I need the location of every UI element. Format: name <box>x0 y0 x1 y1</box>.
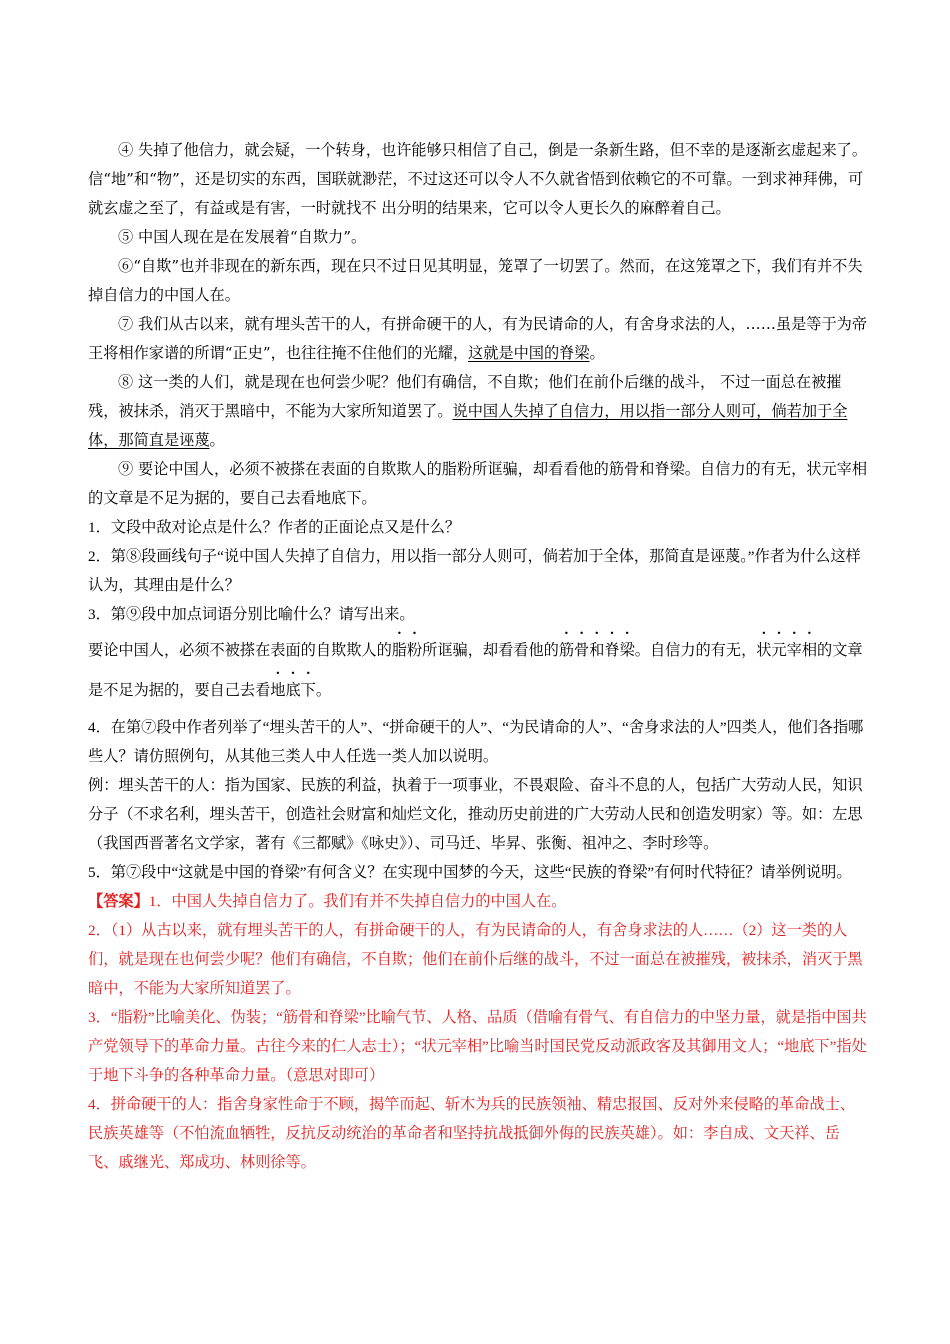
quote-text: 要论中国人，必须不被搽在表面的自欺欺人的 <box>88 642 392 659</box>
dotted-word-didixia <box>270 682 316 699</box>
paragraph-7-text: ⑦ 我们从古以来，就有埋头苦干的人，有拼命硬干的人，有为民请命的人，有舍身求法的人，……虽是等于为帝王将相作家谱的所谓“正史”，也往往掩不住他们的光耀， <box>88 315 868 362</box>
dotted-character: 粉 <box>406 642 423 659</box>
question-2: 2．第⑧段画线句子“说中国人失掉了自信力，用以指一部分人则可，倘若加于全体，那简直是诬蔑。”作者为什么这样认为，其理由是什么？ <box>88 548 861 594</box>
dotted-word-zhuangyuan <box>756 642 786 659</box>
dotted-character: 底 <box>285 682 301 699</box>
dotted-character: 状 <box>756 642 772 659</box>
quote-text: 的文章是不足为据的，要自己去看 <box>88 642 863 699</box>
dotted-character: 宰 <box>786 642 802 659</box>
question-5: 5．第⑦段中“这就是中国的脊梁”有何含义？在实现中国梦的今天，这些“民族的脊梁”有何时代特征？请举例说明。 <box>88 864 852 881</box>
dotted-character: 地 <box>270 682 286 699</box>
passage-paragraph-9: ⑨ 要论中国人，必须不被搽在表面的自欺欺人的脂粉所诓骗，却看看他的筋骨和脊梁。自信力的有无，状元宰相的文章是不足为据的，要自己去看地底下。 <box>88 460 868 507</box>
question-3-quote <box>88 631 868 711</box>
dotted-character: 脂 <box>391 642 407 659</box>
dotted-word-jingu <box>559 642 635 659</box>
dotted-character: 下 <box>300 682 316 699</box>
passage-paragraph-5: ⑤ 中国人现在是在发展着“自欺力”。 <box>118 228 367 246</box>
dotted-character: 相 <box>801 642 817 659</box>
underlined-sentence-8: 说中国人失掉了自信力，用以指一部分人则可，倘若加于全体，那简直是诬蔑 <box>88 402 848 449</box>
underlined-sentence-7: 这就是中国的脊梁 <box>468 344 590 362</box>
passage-paragraph-4: ④ 失掉了他信力，就会疑，一个转身，也许能够只相信了自己，倒是一条新生路，但不幸的是逐渐玄虚起来了。信“地”和“物”，还是切实的东西，国联就渺茫，不过这还可以令人不久就省悟到依赖它的不可靠。一到求神拜佛，可就玄虚之至了，有益或是有害，一时就找不 出分明的结果来，它可以令人更长久的麻醉着自己。 <box>88 141 868 217</box>
answer-2: 2．（1）从古以来，就有埋头苦干的人，有拼命硬干的人，有为民请命的人，有舍身求法的人……（2）这一类的人们，就是现在也何尝少呢？他们有确信，不自欺；他们在前仆后继的战斗，不过一面总在被摧残，被抹杀，消灭于黑暗中，不能为大家所知道罢了。 <box>88 922 863 997</box>
quote-text: 。自信力的有无， <box>634 642 757 659</box>
answers-section <box>88 887 868 1177</box>
answer-1-text: 1．中国人失掉自信力了。我们有并不失掉自信力的中国人在。 <box>148 893 567 910</box>
paragraph-8-text: ⑧ 这一类的人们，就是现在也何尝少呢？他们有确信，不自欺；他们在前仆后继的战斗， 不过一面总在被摧残，被抹杀，消灭于黑暗中，不能为大家所知道罢了。 <box>88 373 842 420</box>
passage-paragraph-7 <box>88 310 868 368</box>
passage-paragraph-6: ⑥“自欺”也并非现在的新东西，现在只不过日见其明显，笼罩了一切罢了。然而，在这笼罩之下，我们有并不失掉自信力的中国人在。 <box>88 257 863 304</box>
dotted-character: 脊 <box>604 642 620 659</box>
quote-text: 所诓骗，却看看他的 <box>422 642 559 659</box>
question-3: 3．第⑨段中加点词语分别比喻什么？请写出来。 <box>88 606 415 623</box>
dotted-character: 元 <box>771 642 787 659</box>
answer-3: 3．“脂粉”比喻美化、伪装；“筋骨和脊梁”比喻气节、人格、品质（借喻有骨气、有自信力的中坚力量，就是指中国共产党领导下的革命力量。古往今来的仁人志士）；“状元宰相”比喻当时国民党反动派政客及其御用文人；“地底下”指处于地下斗争的各种革命力量。（意思对即可） <box>88 1009 867 1084</box>
paragraph-7-end: 。 <box>589 344 605 362</box>
dotted-word-zaixiang <box>787 642 817 659</box>
dotted-character: 筋 <box>558 642 574 659</box>
dotted-word-zhifen <box>392 642 422 659</box>
question-1: 1．文段中敌对论点是什么？作者的正面论点又是什么？ <box>88 519 461 536</box>
quote-text: 。 <box>315 682 331 699</box>
answer-1 <box>88 887 868 916</box>
questions-section <box>88 513 868 887</box>
dotted-character: 和 <box>589 642 605 659</box>
answer-4: 4．拼命硬干的人：指舍身家性命于不顾，揭竿而起、斩木为兵的民族领袖、精忠报国、反对外来侵略的革命战士、民族英雄等（不怕流血牺牲，反抗反动统治的革命者和坚持抗战抵御外侮的民族英雄）。如：李自成、文天祥、岳飞、戚继光、郑成功、林则徐等。 <box>88 1096 855 1171</box>
question-4: 4．在第⑦段中作者列举了“埋头苦干的人”、“拼命硬干的人”、“为民请命的人”、“舍身求法的人”四类人，他们各指哪些人？请仿照例句，从其他三类人中人任选一类人加以说明。 <box>88 719 864 765</box>
document-page <box>88 136 868 1177</box>
question-4-example: 例：埋头苦干的人：指为国家、民族的利益，执着于一项事业，不畏艰险、奋斗不息的人，包括广大劳动人民，知识分子（不求名利，埋头苦干，创造社会财富和灿烂文化，推动历史前进的广大劳动人民和创造发明家）等。如：左思（我国西晋著名文学家，著有《三都赋》《咏史》）、司马迁、毕昇、张衡、祖冲之、李时珍等。 <box>88 777 863 852</box>
dotted-character: 骨 <box>574 642 590 659</box>
passage-paragraph-8 <box>88 368 868 455</box>
answer-label: 【答案】 <box>88 893 149 910</box>
paragraph-8-end: 。 <box>209 431 225 449</box>
dotted-character: 梁 <box>619 642 635 659</box>
reading-passage <box>88 136 868 513</box>
